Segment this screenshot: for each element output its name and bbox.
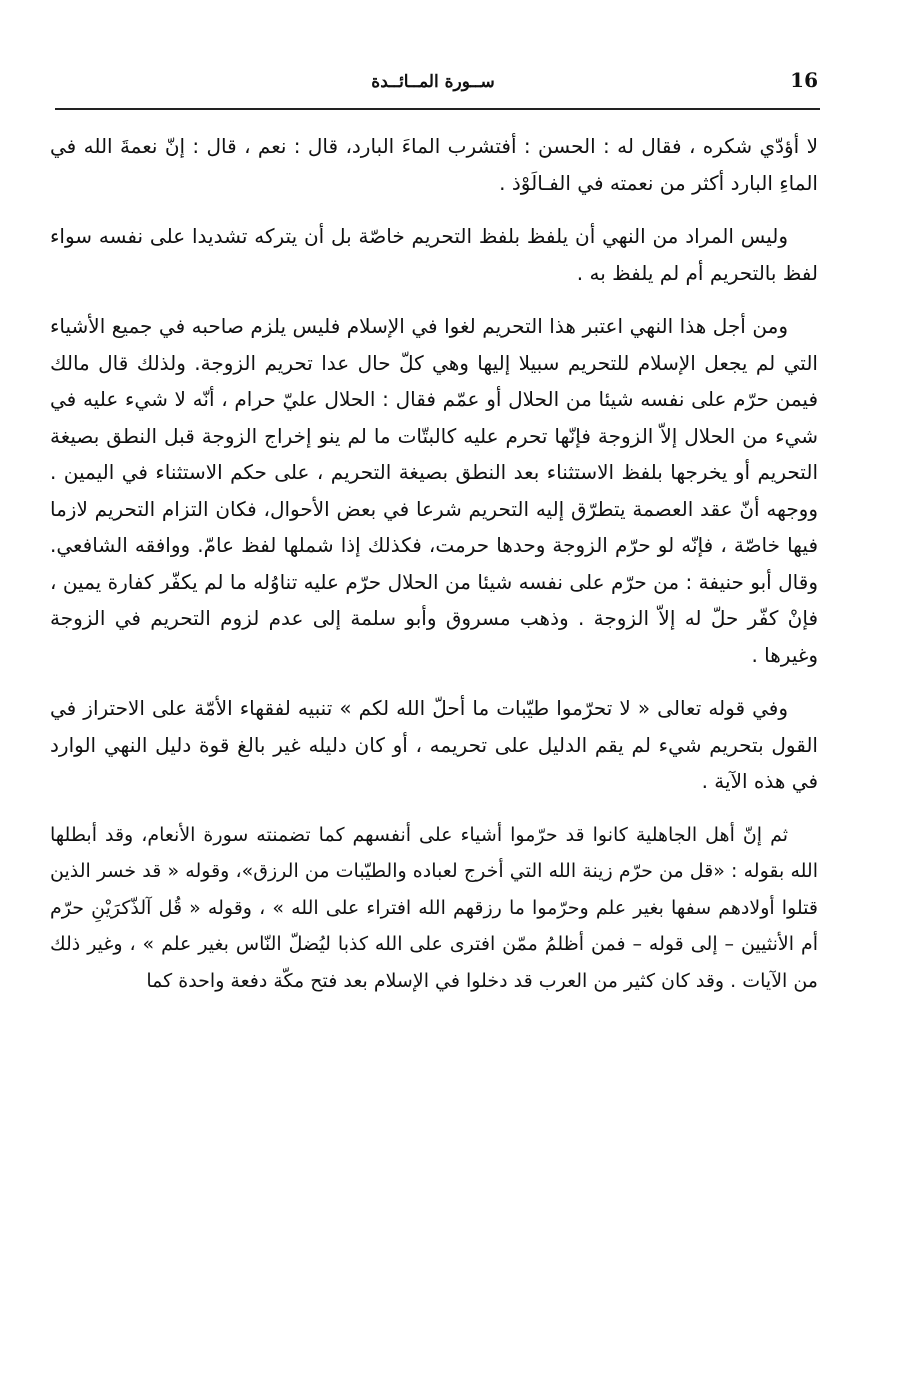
paragraph: لا أؤدّي شكره ، فقال له : الحسن : أفتشرب الماءَ البارد، قال : نعم ، قال : إنّ نعمةَ الله في الماءِ البارد أكثر من نعمته في الفـالَوْذ .: [50, 134, 818, 195]
paragraph: وفي قوله تعالى « لا تحرّموا طيّبات ما أحلّ الله لكم » تنبيه لفقهاء الأمّة على الاحتراز في القول بتحريم شيء لم يقم الدليل على تحريمه ، أو كان دليله غير بالغ قوة دليل النهي الوارد في هذه الآية .: [50, 696, 818, 793]
paragraph: ثم إنّ أهل الجاهلية كانوا قد حرّموا أشياء على أنفسهم كما تضمنته سورة الأنعام، وقد أبطلها الله بقوله : «قل من حرّم زينة الله التي أخرج لعباده والطيّبات من الرزق»، وقوله « قد خسر الذين قتلوا أولادهم سفها بغير علم وحرّموا ما رزقهم الله افتراء على الله » ، وقوله « قُل آلذّكرَيْنِ حرّم أم الأنثيين – إلى قوله – فمن أظلمُ ممّن افترى على الله كذبا ليُضلّ النّاس بغير علم » ، وغير ذلك من الآيات . وقد كان كثير من العرب قد دخلوا في الإسلام بعد فتح مكّة دفعة واحدة كما: [50, 823, 818, 992]
header-divider: [55, 108, 820, 110]
paragraph: ومن أجل هذا النهي اعتبر هذا التحريم لغوا في الإسلام فليس يلزم صاحبه في جميع الأشياء التي لم يجعل الإسلام للتحريم سبيلا إليها وهي كلّ حال عدا تحريم الزوجة. ولذلك قال مالك فيمن حرّم على نفسه شيئا من الحلال أو عمّم فقال : الحلال عليّ حرام ، أنّه لا شيء عليه في شيء من الحلال إلاّ الزوجة فإنّها تحرم عليه كالبتّات ما لم ينو إخراج الزوجة قبل النطق بصيغة التحريم أو يخرجها بلفظ الاستثناء بعد النطق بصيغة التحريم ، على حكم الاستثناء في اليمين . ووجهه أنّ عقد العصمة يتطرّق إليه التحريم شرعا في بعض الأحوال، فكان التزام التحريم لازما فيها خاصّة ، فإنّه لو حرّم الزوجة وحدها حرمت، فكذلك إذا شملها لفظ عامّ. ووافقه الشافعي. وقال أبو حنيفة : من حرّم على نفسه شيئا من الحلال حرّم عليه تناوُله ما لم يكفّر كفارة يمين ، فإنْ كفّر حلّ له إلاّ الزوجة . وذهب مسروق وأبو سلمة إلى عدم لزوم التحريم في الزوجة وغيرها .: [50, 314, 818, 667]
paragraph: وليس المراد من النهي أن يلفظ بلفظ التحريم خاصّة بل أن يتركه تشديدا على نفسه سواء لفظ بالتحريم أم لم يلفظ به .: [50, 224, 818, 285]
body-text: [50, 128, 818, 999]
page-number: 16: [790, 68, 818, 92]
surah-title: ســورة المــائــدة: [371, 72, 495, 92]
page-header: [48, 66, 818, 102]
